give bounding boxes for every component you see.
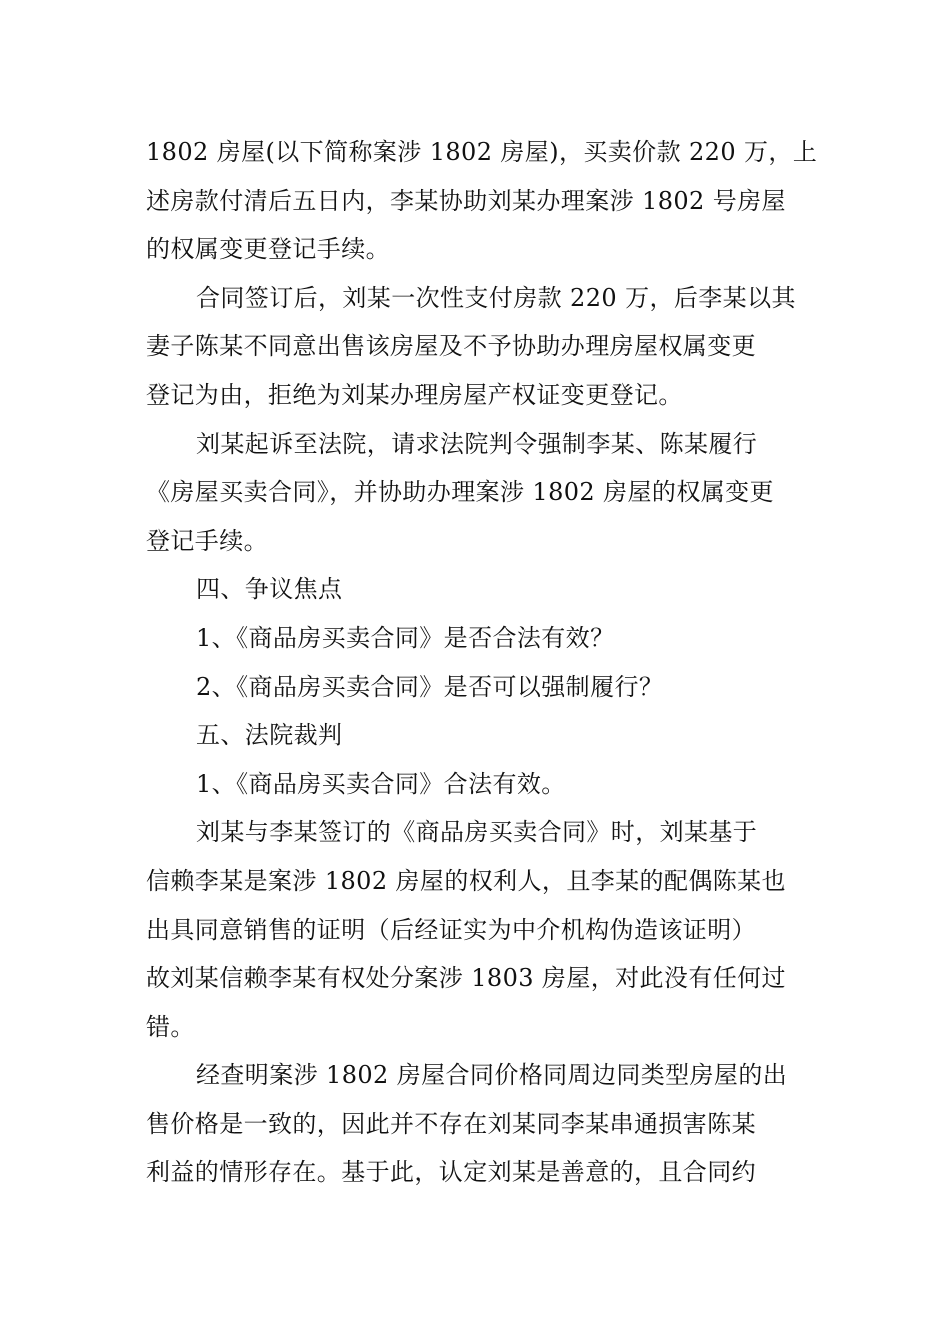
text-line: 信赖李某是案涉 1802 房屋的权利人，且李某的配偶陈某也	[146, 866, 786, 895]
paragraph	[146, 274, 806, 420]
text-line: 五、法院裁判	[196, 721, 343, 750]
paragraph	[146, 808, 806, 1051]
text-line: 经查明案涉 1802 房屋合同价格同周边同类型房屋的出	[196, 1061, 788, 1090]
text-line: 妻子陈某不同意出售该房屋及不予协助办理房屋权属变更	[146, 332, 756, 361]
text-line: 故刘某信赖李某有权处分案涉 1803 房屋，对此没有任何过	[146, 964, 786, 993]
text-line: 错。	[146, 1012, 195, 1041]
paragraph	[146, 420, 806, 566]
text-line: 刘某起诉至法院，请求法院判令强制李某、陈某履行	[196, 429, 758, 458]
text-line: 1、《商品房买卖合同》合法有效。	[196, 769, 566, 798]
text-line: 1、《商品房买卖合同》是否合法有效？	[196, 623, 615, 652]
text-line: 1802 房屋(以下简称案涉 1802 房屋)，买卖价款 220 万，上	[146, 138, 818, 166]
list-item	[146, 663, 806, 712]
document-page	[146, 128, 818, 1197]
text-line: 的权属变更登记手续。	[146, 235, 390, 264]
text-line: 述房款付清后五日内，李某协助刘某办理案涉 1802 号房屋	[146, 186, 786, 215]
text-line: 刘某与李某签订的《商品房买卖合同》时，刘某基于	[196, 818, 758, 847]
paragraph	[146, 128, 818, 274]
section-heading	[146, 565, 806, 614]
list-item	[146, 614, 806, 663]
text-line: 售价格是一致的，因此并不存在刘某同李某串通损害陈某	[146, 1109, 756, 1138]
section-heading	[146, 711, 806, 760]
text-line: 《房屋买卖合同》，并协助办理案涉 1802 房屋的权属变更	[146, 478, 774, 507]
text-line: 利益的情形存在。基于此，认定刘某是善意的，且合同约	[146, 1158, 756, 1187]
text-line: 四、争议焦点	[196, 575, 343, 604]
list-item	[146, 760, 806, 809]
text-line: 登记为由，拒绝为刘某办理房屋产权证变更登记。	[146, 380, 683, 409]
text-line: 出具同意销售的证明（后经证实为中介机构伪造该证明）	[146, 915, 756, 944]
text-line: 合同签订后，刘某一次性支付房款 220 万，后李某以其	[196, 283, 796, 312]
paragraph	[146, 1051, 806, 1197]
text-line: 登记手续。	[146, 526, 268, 555]
text-line: 2、《商品房买卖合同》是否可以强制履行？	[196, 672, 664, 701]
